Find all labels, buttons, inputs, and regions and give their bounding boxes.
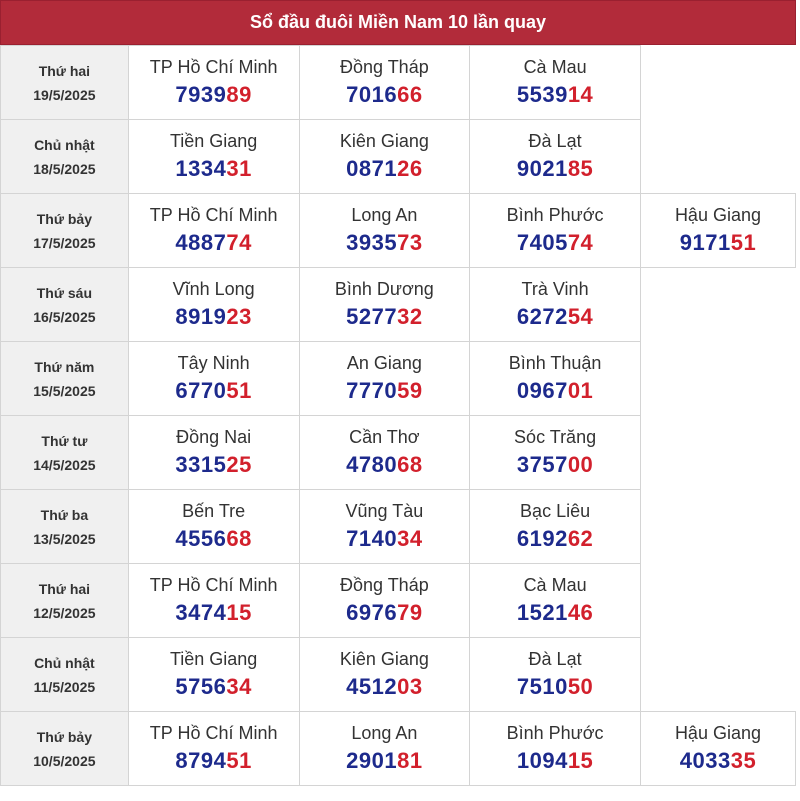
result-cell	[128, 564, 299, 638]
result-cell	[128, 712, 299, 786]
table-row	[1, 416, 796, 490]
province-name: Bến Tre	[182, 501, 246, 521]
number-head-digits: 1094	[516, 748, 568, 773]
number-head-digits: 3935	[346, 230, 398, 255]
result-cell	[640, 712, 795, 786]
winning-number	[300, 674, 470, 700]
page-title: Sổ đầu đuôi Miền Nam 10 lần quay	[0, 0, 796, 45]
result-cell	[128, 490, 299, 564]
province-name: TP Hồ Chí Minh	[149, 205, 278, 225]
province-name: Tiền Giang	[169, 649, 258, 669]
winning-number	[470, 156, 640, 182]
province-name: Đà Lạt	[528, 131, 582, 151]
results-table-body	[1, 46, 796, 786]
winning-number	[470, 230, 640, 256]
number-tail-digits: 35	[730, 748, 757, 773]
number-tail-digits: 01	[567, 378, 594, 403]
number-head-digits: 6192	[516, 526, 568, 551]
weekday-label: Thứ ba	[40, 506, 89, 523]
number-head-digits: 5756	[175, 674, 227, 699]
number-head-digits: 7016	[346, 82, 398, 107]
province-name: Hậu Giang	[674, 723, 761, 743]
number-head-digits: 6272	[516, 304, 568, 329]
winning-number	[129, 304, 299, 330]
draw-date-cell	[1, 120, 129, 194]
province-name: Long An	[351, 723, 418, 743]
province-name: Kiên Giang	[339, 649, 429, 669]
result-cell	[470, 120, 641, 194]
number-tail-digits: 51	[226, 378, 252, 403]
number-tail-digits: 15	[567, 748, 594, 773]
result-cell	[128, 194, 299, 268]
province-name: Đồng Nai	[176, 427, 252, 447]
winning-number	[129, 674, 299, 700]
winning-number	[300, 304, 470, 330]
number-head-digits: 0967	[516, 378, 568, 403]
draw-date-cell	[1, 490, 129, 564]
result-cell	[299, 268, 470, 342]
weekday-label: Thứ bảy	[36, 210, 93, 227]
result-cell	[470, 268, 641, 342]
winning-number	[129, 156, 299, 182]
province-name: Trà Vinh	[521, 279, 589, 299]
draw-date-cell	[1, 46, 129, 120]
date-label: 15/5/2025	[33, 382, 96, 399]
winning-number	[300, 378, 470, 404]
empty-cell	[640, 564, 795, 638]
province-name: Bạc Liêu	[520, 501, 591, 521]
table-row	[1, 490, 796, 564]
winning-number	[470, 82, 640, 108]
result-cell	[299, 416, 470, 490]
empty-cell	[640, 46, 795, 120]
empty-cell	[640, 268, 795, 342]
result-cell	[299, 120, 470, 194]
result-cell	[299, 564, 470, 638]
number-tail-digits: 62	[567, 526, 594, 551]
table-row	[1, 194, 796, 268]
empty-cell	[640, 416, 795, 490]
number-tail-digits: 68	[397, 452, 423, 477]
number-head-digits: 7770	[346, 378, 398, 403]
result-cell	[128, 46, 299, 120]
date-label: 11/5/2025	[33, 678, 96, 695]
draw-date-cell	[1, 342, 129, 416]
number-head-digits: 4556	[175, 526, 227, 551]
province-name: Đồng Tháp	[339, 575, 429, 595]
weekday-label: Thứ tư	[41, 432, 88, 449]
empty-cell	[640, 638, 795, 712]
number-tail-digits: 32	[397, 304, 423, 329]
province-name: TP Hồ Chí Minh	[149, 723, 278, 743]
number-head-digits: 4780	[346, 452, 398, 477]
draw-date-cell	[1, 564, 129, 638]
province-name: Đà Lạt	[528, 649, 582, 669]
result-cell	[299, 638, 470, 712]
result-cell	[470, 342, 641, 416]
number-tail-digits: 89	[226, 82, 252, 107]
date-label: 16/5/2025	[33, 308, 96, 325]
number-head-digits: 0871	[346, 156, 398, 181]
number-tail-digits: 26	[397, 156, 423, 181]
table-row	[1, 46, 796, 120]
number-head-digits: 7140	[346, 526, 398, 551]
result-cell	[470, 416, 641, 490]
number-head-digits: 5539	[516, 82, 568, 107]
number-tail-digits: 23	[226, 304, 252, 329]
winning-number	[129, 82, 299, 108]
draw-date-cell	[1, 638, 129, 712]
winning-number	[300, 82, 470, 108]
number-head-digits: 6770	[175, 378, 227, 403]
result-cell	[470, 638, 641, 712]
number-tail-digits: 51	[730, 230, 757, 255]
winning-number	[470, 452, 640, 478]
date-label: 13/5/2025	[33, 530, 96, 547]
date-label: 19/5/2025	[33, 86, 96, 103]
winning-number	[470, 748, 640, 774]
draw-date-cell	[1, 194, 129, 268]
number-tail-digits: 14	[567, 82, 594, 107]
number-head-digits: 7939	[175, 82, 227, 107]
province-name: Hậu Giang	[674, 205, 761, 225]
date-label: 12/5/2025	[33, 604, 96, 621]
date-label: 10/5/2025	[33, 752, 96, 769]
table-row	[1, 268, 796, 342]
province-name: Bình Dương	[334, 279, 434, 299]
number-tail-digits: 79	[397, 600, 423, 625]
result-cell	[470, 712, 641, 786]
number-head-digits: 9021	[516, 156, 568, 181]
winning-number	[470, 526, 640, 552]
winning-number	[300, 600, 470, 626]
number-tail-digits: 00	[567, 452, 594, 477]
province-name: Long An	[351, 205, 418, 225]
result-cell	[299, 46, 470, 120]
winning-number	[641, 748, 795, 774]
number-tail-digits: 34	[397, 526, 423, 551]
empty-cell	[640, 490, 795, 564]
weekday-label: Thứ sáu	[36, 284, 93, 301]
winning-number	[129, 748, 299, 774]
number-tail-digits: 34	[226, 674, 252, 699]
province-name: Tây Ninh	[177, 353, 250, 373]
weekday-label: Chủ nhật	[34, 654, 95, 671]
winning-number	[641, 230, 795, 256]
date-label: 17/5/2025	[33, 234, 96, 251]
date-label: 18/5/2025	[33, 160, 96, 177]
province-name: Bình Phước	[506, 723, 604, 743]
number-head-digits: 6976	[346, 600, 398, 625]
number-head-digits: 5277	[346, 304, 398, 329]
empty-cell	[640, 120, 795, 194]
number-tail-digits: 31	[226, 156, 252, 181]
province-name: Sóc Trăng	[514, 427, 597, 447]
date-label: 14/5/2025	[33, 456, 96, 473]
results-table	[0, 45, 796, 786]
province-name: Cà Mau	[523, 575, 587, 595]
winning-number	[470, 600, 640, 626]
number-head-digits: 3474	[175, 600, 227, 625]
province-name: Tiền Giang	[169, 131, 258, 151]
number-head-digits: 8919	[175, 304, 227, 329]
table-row	[1, 342, 796, 416]
table-row	[1, 712, 796, 786]
number-head-digits: 3757	[516, 452, 568, 477]
table-row	[1, 120, 796, 194]
winning-number	[470, 674, 640, 700]
empty-cell	[640, 342, 795, 416]
number-head-digits: 7510	[516, 674, 568, 699]
number-head-digits: 4033	[679, 748, 731, 773]
result-cell	[128, 342, 299, 416]
number-tail-digits: 74	[567, 230, 594, 255]
result-cell	[470, 46, 641, 120]
draw-date-cell	[1, 712, 129, 786]
number-head-digits: 3315	[175, 452, 227, 477]
province-name: Vũng Tàu	[345, 501, 424, 521]
winning-number	[129, 600, 299, 626]
result-cell	[640, 194, 795, 268]
draw-date-cell	[1, 416, 129, 490]
weekday-label: Chủ nhật	[34, 136, 95, 153]
number-tail-digits: 50	[567, 674, 594, 699]
number-tail-digits: 74	[226, 230, 252, 255]
number-head-digits: 7405	[516, 230, 568, 255]
number-head-digits: 9171	[679, 230, 731, 255]
weekday-label: Thứ hai	[38, 62, 91, 79]
province-name: Đồng Tháp	[339, 57, 429, 77]
winning-number	[300, 526, 470, 552]
number-tail-digits: 25	[226, 452, 252, 477]
table-row	[1, 638, 796, 712]
number-head-digits: 1334	[175, 156, 227, 181]
result-cell	[470, 194, 641, 268]
weekday-label: Thứ hai	[38, 580, 91, 597]
province-name: Cần Thơ	[349, 427, 420, 447]
province-name: Bình Phước	[506, 205, 604, 225]
weekday-label: Thứ năm	[34, 358, 95, 375]
result-cell	[299, 490, 470, 564]
number-tail-digits: 59	[397, 378, 423, 403]
number-head-digits: 8794	[175, 748, 227, 773]
number-tail-digits: 03	[397, 674, 423, 699]
number-head-digits: 4512	[346, 674, 398, 699]
number-tail-digits: 46	[567, 600, 594, 625]
winning-number	[129, 452, 299, 478]
result-cell	[299, 194, 470, 268]
number-tail-digits: 51	[226, 748, 252, 773]
result-cell	[128, 268, 299, 342]
winning-number	[129, 378, 299, 404]
winning-number	[470, 304, 640, 330]
province-name: Vĩnh Long	[172, 279, 255, 299]
result-cell	[299, 712, 470, 786]
number-tail-digits: 73	[397, 230, 423, 255]
winning-number	[300, 156, 470, 182]
winning-number	[129, 526, 299, 552]
number-tail-digits: 15	[226, 600, 252, 625]
province-name: TP Hồ Chí Minh	[149, 575, 278, 595]
result-cell	[128, 416, 299, 490]
number-tail-digits: 85	[567, 156, 594, 181]
number-tail-digits: 68	[226, 526, 252, 551]
result-cell	[128, 638, 299, 712]
province-name: An Giang	[346, 353, 422, 373]
weekday-label: Thứ bảy	[36, 728, 93, 745]
draw-date-cell	[1, 268, 129, 342]
number-tail-digits: 54	[567, 304, 594, 329]
result-cell	[128, 120, 299, 194]
result-cell	[470, 564, 641, 638]
number-head-digits: 1521	[516, 600, 568, 625]
number-head-digits: 2901	[346, 748, 398, 773]
province-name: Bình Thuận	[508, 353, 602, 373]
winning-number	[470, 378, 640, 404]
winning-number	[300, 230, 470, 256]
table-row	[1, 564, 796, 638]
province-name: TP Hồ Chí Minh	[149, 57, 278, 77]
winning-number	[300, 452, 470, 478]
result-cell	[470, 490, 641, 564]
number-tail-digits: 81	[397, 748, 423, 773]
number-tail-digits: 66	[397, 82, 423, 107]
winning-number	[129, 230, 299, 256]
winning-number	[300, 748, 470, 774]
province-name: Cà Mau	[523, 57, 587, 77]
number-head-digits: 4887	[175, 230, 227, 255]
province-name: Kiên Giang	[339, 131, 429, 151]
result-cell	[299, 342, 470, 416]
